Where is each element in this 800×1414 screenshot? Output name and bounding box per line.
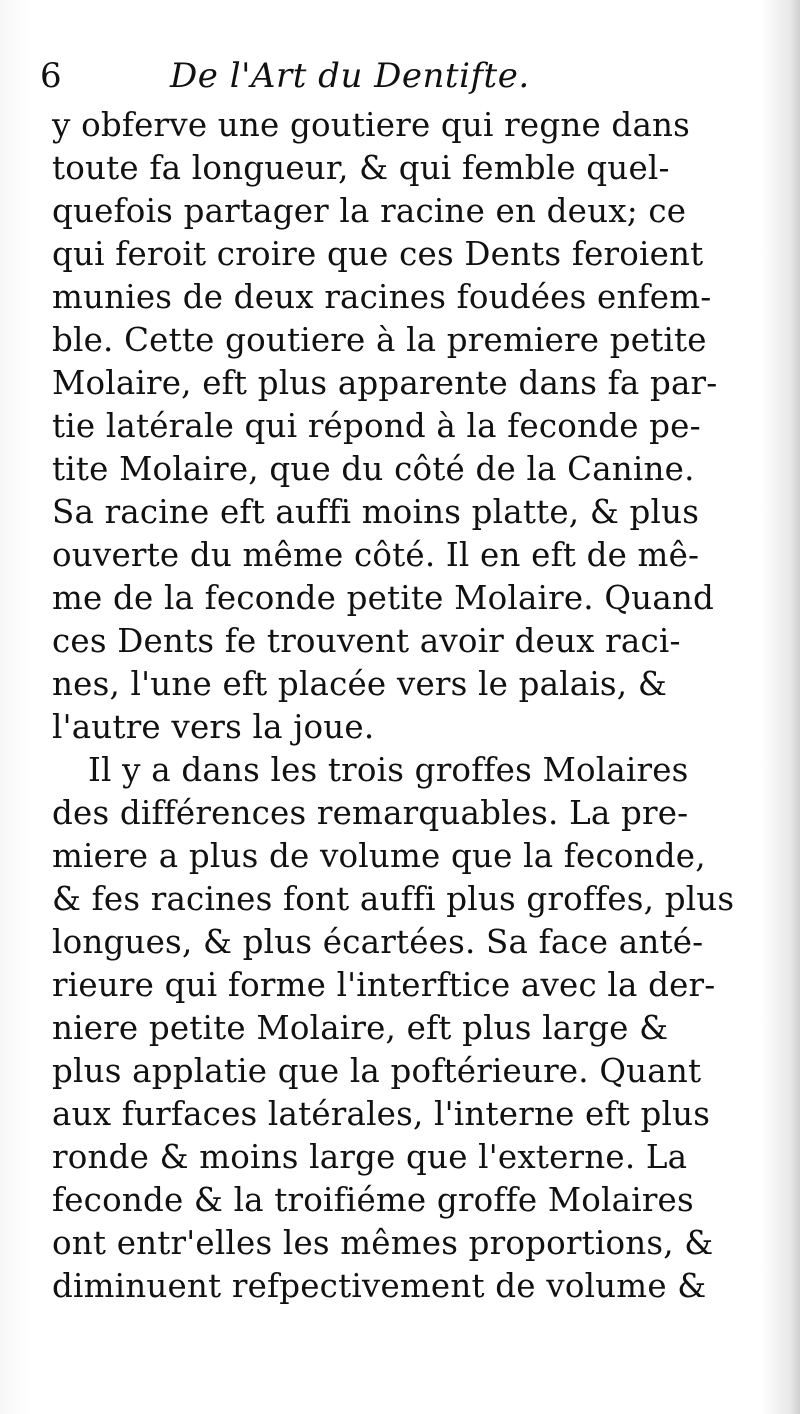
text-line: ouverte du même côté. Il en eft de mê- (52, 536, 700, 574)
text-line: feconde & la troifiéme groffe Molaires (52, 1181, 694, 1219)
text-line: nes, l'une eft placée vers le palais, & (52, 665, 668, 703)
text-line: Sa racine eft auffi moins platte, & plus (52, 493, 700, 531)
running-title: De l'Art du Dentifte. (170, 56, 530, 96)
text-line: rieure qui forme l'interftice avec la der- (52, 966, 716, 1004)
body-text (52, 104, 762, 1308)
text-line: tite Molaire, que du côté de la Canine. (52, 450, 695, 488)
page-number: 6 (40, 56, 62, 96)
text-line: diminuent refpectivement de volume & (52, 1267, 707, 1305)
text-line: ont entr'elles les mêmes proportions, & (52, 1224, 714, 1262)
text-line: me de la feconde petite Molaire. Quand (52, 579, 715, 617)
text-line: toute fa longueur, & qui femble quel- (52, 149, 670, 187)
text-line: & fes racines font auffi plus groffes, plus (52, 880, 735, 918)
text-line: munies de deux racines foudées enfem- (52, 278, 712, 316)
text-line: des différences remarquables. La pre- (52, 794, 689, 832)
page-header (40, 48, 760, 104)
text-line: ble. Cette goutiere à la premiere petite (52, 321, 707, 359)
text-line: plus applatie que la poftérieure. Quant (52, 1052, 702, 1090)
text-line: longues, & plus écartées. Sa face anté- (52, 923, 704, 961)
text-line: qui feroit croire que ces Dents feroient (52, 235, 704, 273)
text-line: tie latérale qui répond à la feconde pe- (52, 407, 701, 445)
text-line: ces Dents fe trouvent avoir deux raci- (52, 622, 681, 660)
text-line: y obferve une goutiere qui regne dans (52, 106, 691, 144)
text-line: quefois partager la racine en deux; ce (52, 192, 687, 230)
text-line: Molaire, eft plus apparente dans fa par- (52, 364, 718, 402)
text-line: l'autre vers la joue. (52, 708, 375, 746)
text-line: aux furfaces latérales, l'interne eft plus (52, 1095, 711, 1133)
text-line: niere petite Molaire, eft plus large & (52, 1009, 669, 1047)
text-line: ronde & moins large que l'externe. La (52, 1138, 688, 1176)
paragraph-first-line: Il y a dans les trois groffes Molaires (88, 751, 689, 789)
text-line: miere a plus de volume que la feconde, (52, 837, 706, 875)
